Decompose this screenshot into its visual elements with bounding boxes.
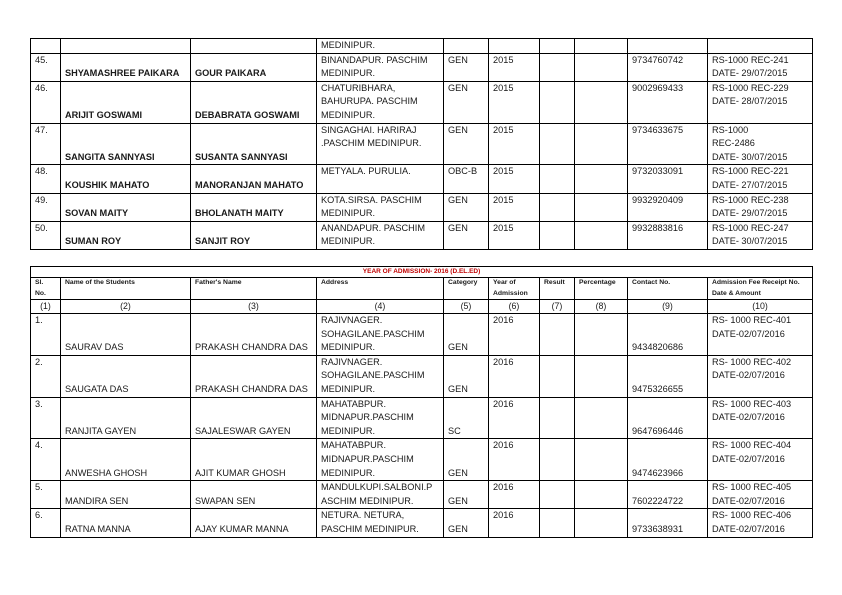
year-cell: 2016 (489, 439, 540, 481)
receipt-cell (708, 165, 813, 193)
father-name-cell: SUSANTA SANNYASI (191, 123, 317, 165)
table-row (31, 81, 813, 123)
student-name-cell: SAURAV DAS (61, 314, 191, 356)
student-name-cell: RANJITA GAYEN (61, 397, 191, 439)
receipt-cell (708, 509, 813, 537)
category-cell: OBC-B (444, 165, 489, 193)
address-cell-line: MEDINIPUR. (321, 40, 376, 50)
receipt-cell-line: DATE-02/07/2016 (712, 453, 785, 464)
table-row (31, 355, 813, 397)
column-number: (6) (489, 300, 540, 314)
address-cell-line: MEDINIPUR. (321, 208, 376, 219)
table-row (31, 314, 813, 356)
percentage-cell (575, 397, 628, 439)
category-cell: GEN (444, 509, 489, 537)
address-cell-line: RAJIVNAGER. (321, 315, 383, 325)
father-name-cell: PRAKASH CHANDRA DAS (191, 314, 317, 356)
receipt-cell-line: RS-1000 (712, 124, 749, 135)
category-cell: GEN (444, 481, 489, 509)
receipt-cell-line: DATE- 28/07/2015 (712, 96, 788, 107)
year-cell: 2015 (489, 221, 540, 249)
contact-cell: 7602224722 (628, 481, 708, 509)
address-cell (317, 123, 444, 165)
address-cell (317, 481, 444, 509)
result-cell (540, 509, 575, 537)
category-cell: GEN (444, 439, 489, 481)
category-cell: GEN (444, 123, 489, 165)
receipt-cell (708, 221, 813, 249)
column-number: (9) (628, 300, 708, 314)
sl-no-cell: 6. (31, 509, 61, 537)
year-cell: 2016 (489, 314, 540, 356)
address-cell-line: CHATURIBHARA, (321, 82, 396, 93)
table-row (31, 53, 813, 81)
address-cell-line: METYALA. PURULIA. (321, 166, 411, 177)
table-row (31, 123, 813, 165)
receipt-cell (708, 53, 813, 81)
address-cell-line: MEDINIPUR. (321, 68, 376, 79)
receipt-cell-line: RS- 1000 REC-406 (712, 510, 792, 521)
address-cell-line: MANDULKUPI.SALBONI.P (321, 482, 433, 493)
address-cell-line: PASCHIM MEDINIPUR. (321, 523, 419, 534)
table-body (31, 39, 813, 250)
receipt-cell-line: RS- 1000 REC-402 (712, 356, 792, 367)
student-name-cell: SANGITA SANNYASI (61, 123, 191, 165)
year-cell: 2015 (489, 123, 540, 165)
contact-cell (628, 39, 708, 54)
address-cell-line: MEDINIPUR. (321, 425, 376, 436)
address-cell-line: .PASCHIM MEDINIPUR. (321, 138, 422, 149)
student-name-cell: MANDIRA SEN (61, 481, 191, 509)
sl-no-cell: 3. (31, 397, 61, 439)
father-name-cell: AJAY KUMAR MANNA (191, 509, 317, 537)
address-cell-line: MIDNAPUR.PASCHIM (321, 412, 414, 423)
category-cell: SC (444, 397, 489, 439)
table-title: YEAR OF ADMISSION- 2016 (D.EL.ED) (31, 267, 813, 278)
sl-no-cell: 47. (31, 123, 61, 165)
percentage-cell (575, 355, 628, 397)
column-header: Contact No. (628, 278, 708, 300)
receipt-cell-line: RS-1000 REC-238 (712, 194, 789, 205)
receipt-cell (708, 123, 813, 165)
category-cell: GEN (444, 81, 489, 123)
father-name-cell: BHOLANATH MAITY (191, 193, 317, 221)
column-number: (7) (540, 300, 575, 314)
column-number: (3) (191, 300, 317, 314)
column-number: (8) (575, 300, 628, 314)
address-cell-line: MEDINIPUR. (321, 467, 376, 478)
father-name-cell: AJIT KUMAR GHOSH (191, 439, 317, 481)
address-cell (317, 39, 444, 54)
column-header: Admission Fee Receipt No. Date & Amount (708, 278, 813, 300)
receipt-cell-line: DATE-02/07/2016 (712, 523, 785, 534)
father-name-cell: GOUR PAIKARA (191, 53, 317, 81)
address-cell (317, 81, 444, 123)
student-name-cell: ARIJIT GOSWAMI (61, 81, 191, 123)
result-cell (540, 397, 575, 439)
table-row (31, 221, 813, 249)
address-cell-line: BINANDAPUR. PASCHIM (321, 54, 428, 65)
receipt-cell-line: RS-1000 REC-247 (712, 222, 789, 233)
table-row (31, 39, 813, 54)
receipt-cell-line: RS-1000 REC-221 (712, 166, 789, 177)
receipt-cell-line: DATE- 30/07/2015 (712, 151, 788, 162)
table-body (31, 314, 813, 538)
address-cell (317, 355, 444, 397)
father-name-cell: SANJIT ROY (191, 221, 317, 249)
address-cell-line: BAHURUPA. PASCHIM (321, 96, 418, 107)
result-cell (540, 221, 575, 249)
receipt-cell (708, 81, 813, 123)
father-name-cell: DEBABRATA GOSWAMI (191, 81, 317, 123)
result-cell (540, 39, 575, 54)
percentage-cell (575, 221, 628, 249)
receipt-cell (708, 314, 813, 356)
category-cell: GEN (444, 53, 489, 81)
address-cell (317, 165, 444, 193)
percentage-cell (575, 481, 628, 509)
receipt-cell (708, 39, 813, 54)
receipt-cell-line: RS- 1000 REC-405 (712, 482, 792, 493)
sl-no-cell (31, 39, 61, 54)
result-cell (540, 314, 575, 356)
student-name-cell: RATNA MANNA (61, 509, 191, 537)
table-row (31, 165, 813, 193)
column-header: Address (317, 278, 444, 300)
year-cell: 2016 (489, 481, 540, 509)
column-number: (4) (317, 300, 444, 314)
column-header: Category (444, 278, 489, 300)
result-cell (540, 439, 575, 481)
percentage-cell (575, 439, 628, 481)
receipt-cell-line: DATE- 29/07/2015 (712, 208, 788, 219)
sl-no-cell: 1. (31, 314, 61, 356)
category-cell: GEN (444, 193, 489, 221)
year-cell: 2015 (489, 193, 540, 221)
sl-no-cell: 48. (31, 165, 61, 193)
receipt-cell-line: RS-1000 REC-229 (712, 82, 789, 93)
receipt-cell-line: DATE- 27/07/2015 (712, 179, 788, 190)
contact-cell: 9647696446 (628, 397, 708, 439)
percentage-cell (575, 53, 628, 81)
address-cell-line: ANANDAPUR. PASCHIM (321, 222, 425, 233)
address-cell-line: RAJIVNAGER. (321, 356, 383, 367)
address-cell-line: NETURA. NETURA, (321, 510, 405, 521)
column-number: (5) (444, 300, 489, 314)
result-cell (540, 53, 575, 81)
contact-cell: 9932920409 (628, 193, 708, 221)
column-number: (10) (708, 300, 813, 314)
father-name-cell: MANORANJAN MAHATO (191, 165, 317, 193)
percentage-cell (575, 123, 628, 165)
result-cell (540, 165, 575, 193)
receipt-cell-line: REC-2486 (712, 138, 755, 149)
contact-cell: 9002969433 (628, 81, 708, 123)
column-header: Father's Name (191, 278, 317, 300)
receipt-cell-line: DATE-02/07/2016 (712, 328, 785, 339)
sl-no-cell: 45. (31, 53, 61, 81)
sl-no-cell: 49. (31, 193, 61, 221)
address-cell-line: SOHAGILANE.PASCHIM (321, 370, 425, 381)
address-cell (317, 509, 444, 537)
admission-table-2016 (30, 266, 813, 538)
address-cell-line: MEDINIPUR. (321, 383, 376, 394)
sl-no-cell: 5. (31, 481, 61, 509)
contact-cell: 9734760742 (628, 53, 708, 81)
column-header: Name of the Students (61, 278, 191, 300)
year-cell: 2015 (489, 53, 540, 81)
receipt-cell-line: RS-1000 REC-241 (712, 54, 789, 65)
student-name-cell: SHYAMASHREE PAIKARA (61, 53, 191, 81)
contact-cell: 9475326655 (628, 355, 708, 397)
column-header: Year of Admission (489, 278, 540, 300)
category-cell: GEN (444, 355, 489, 397)
address-cell (317, 53, 444, 81)
receipt-cell-line: DATE- 29/07/2015 (712, 68, 788, 79)
sl-no-cell: 50. (31, 221, 61, 249)
address-cell (317, 439, 444, 481)
table-row (31, 193, 813, 221)
sl-no-cell: 46. (31, 81, 61, 123)
column-header: Result (540, 278, 575, 300)
table-row (31, 439, 813, 481)
student-name-cell: SUMAN ROY (61, 221, 191, 249)
father-name-cell: SWAPAN SEN (191, 481, 317, 509)
receipt-cell-line: RS- 1000 REC-403 (712, 398, 792, 409)
address-cell-line: SINGAGHAI. HARIRAJ (321, 124, 417, 135)
receipt-cell (708, 355, 813, 397)
result-cell (540, 123, 575, 165)
category-cell (444, 39, 489, 54)
year-cell: 2016 (489, 397, 540, 439)
father-name-cell: PRAKASH CHANDRA DAS (191, 355, 317, 397)
address-cell-line: ASCHIM MEDINIPUR. (321, 495, 414, 506)
student-name-cell: ANWESHA GHOSH (61, 439, 191, 481)
address-cell-line: MEDINIPUR. (321, 236, 376, 247)
address-cell (317, 193, 444, 221)
year-cell: 2015 (489, 81, 540, 123)
father-name-cell: SAJALESWAR GAYEN (191, 397, 317, 439)
column-number: (2) (61, 300, 191, 314)
receipt-cell-line: RS- 1000 REC-404 (712, 440, 792, 451)
contact-cell: 9434820686 (628, 314, 708, 356)
address-cell-line: KOTA.SIRSA. PASCHIM (321, 194, 422, 205)
address-cell (317, 314, 444, 356)
year-cell: 2016 (489, 509, 540, 537)
percentage-cell (575, 314, 628, 356)
percentage-cell (575, 39, 628, 54)
address-cell (317, 397, 444, 439)
result-cell (540, 355, 575, 397)
column-number-row (31, 300, 813, 314)
address-cell-line: SOHAGILANE.PASCHIM (321, 328, 425, 339)
address-cell-line: MAHATABPUR. (321, 440, 386, 451)
year-cell (489, 39, 540, 54)
header-row (31, 278, 813, 300)
year-cell: 2016 (489, 355, 540, 397)
table-row (31, 397, 813, 439)
contact-cell: 9732033091 (628, 165, 708, 193)
column-header: Percentage (575, 278, 628, 300)
column-number: (1) (31, 300, 61, 314)
result-cell (540, 481, 575, 509)
receipt-cell (708, 439, 813, 481)
student-name-cell: KOUSHIK MAHATO (61, 165, 191, 193)
student-name-cell (61, 39, 191, 54)
table-row (31, 481, 813, 509)
sl-no-cell: 2. (31, 355, 61, 397)
category-cell: GEN (444, 314, 489, 356)
year-cell: 2015 (489, 165, 540, 193)
receipt-cell-line: DATE-02/07/2016 (712, 412, 785, 423)
address-cell-line: MAHATABPUR. (321, 398, 386, 409)
percentage-cell (575, 81, 628, 123)
column-header: Sl. No. (31, 278, 61, 300)
address-cell-line: MEDINIPUR. (321, 342, 376, 353)
receipt-cell (708, 397, 813, 439)
address-cell-line: MIDNAPUR.PASCHIM (321, 453, 414, 464)
admission-table-2015 (30, 38, 813, 250)
percentage-cell (575, 509, 628, 537)
contact-cell: 9734633675 (628, 123, 708, 165)
student-name-cell: SAUGATA DAS (61, 355, 191, 397)
result-cell (540, 193, 575, 221)
contact-cell: 9733638931 (628, 509, 708, 537)
result-cell (540, 81, 575, 123)
receipt-cell-line: DATE-02/07/2016 (712, 495, 785, 506)
contact-cell: 9474623966 (628, 439, 708, 481)
receipt-cell-line: DATE- 30/07/2015 (712, 236, 788, 247)
receipt-cell (708, 481, 813, 509)
percentage-cell (575, 165, 628, 193)
sl-no-cell: 4. (31, 439, 61, 481)
receipt-cell (708, 193, 813, 221)
student-name-cell: SOVAN MAITY (61, 193, 191, 221)
father-name-cell (191, 39, 317, 54)
category-cell: GEN (444, 221, 489, 249)
address-cell-line: MEDINIPUR. (321, 109, 376, 120)
address-cell (317, 221, 444, 249)
contact-cell: 9932883816 (628, 221, 708, 249)
receipt-cell-line: DATE-02/07/2016 (712, 370, 785, 381)
table-row (31, 509, 813, 537)
percentage-cell (575, 193, 628, 221)
receipt-cell-line: RS- 1000 REC-401 (712, 315, 792, 325)
